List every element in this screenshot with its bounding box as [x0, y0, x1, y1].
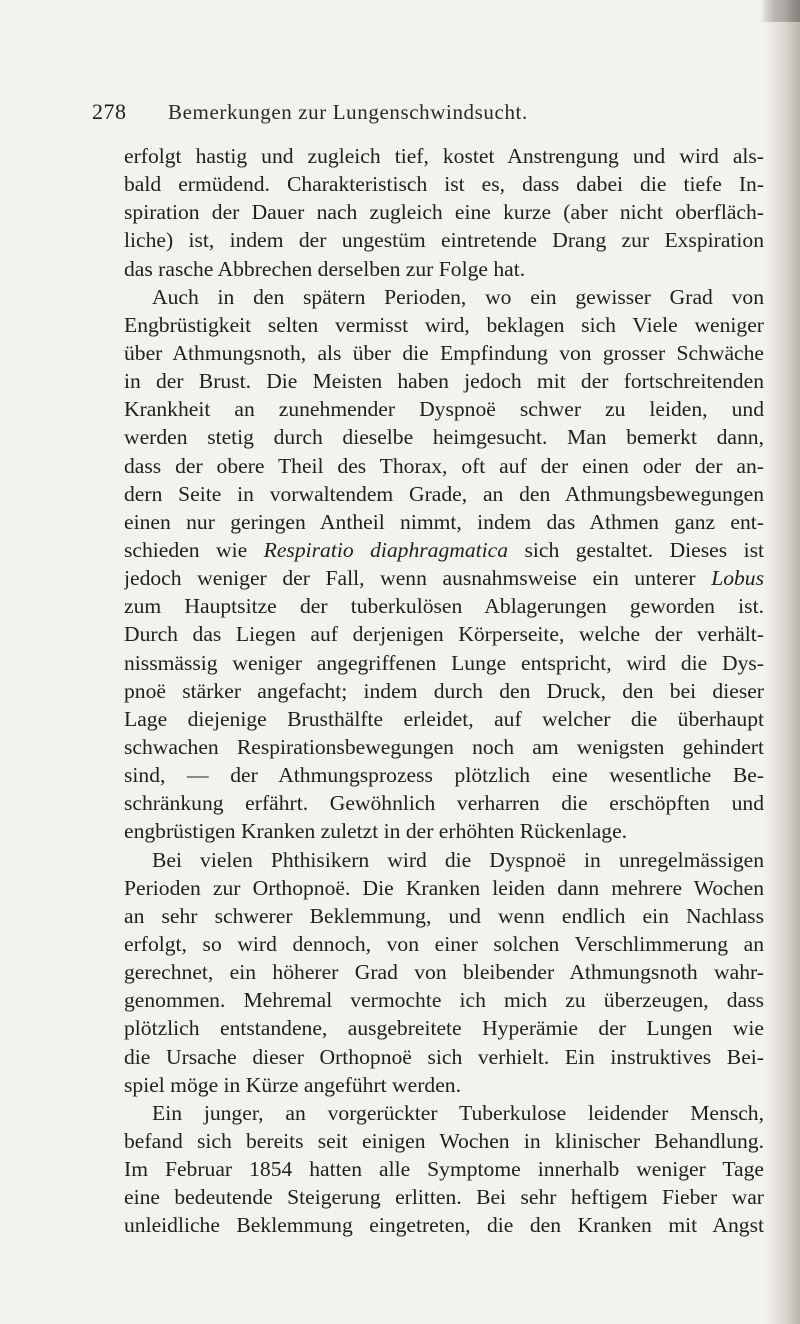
text-run: erfolgt, so wird dennoch, von einer solchen Verschlimmerung an: [124, 931, 764, 956]
text-line: [124, 508, 764, 536]
text-line: [124, 170, 764, 198]
text-line: [124, 1071, 764, 1099]
text-line: [124, 902, 764, 930]
text-line: [124, 536, 764, 564]
text-line: [124, 226, 764, 254]
text-line: [124, 677, 764, 705]
text-line: [124, 1127, 764, 1155]
text-run: Im Februar 1854 hatten alle Symptome innerhalb weniger Tage: [124, 1157, 764, 1182]
text-line: [124, 452, 764, 480]
text-run: Engbrüstigkeit selten vermisst wird, beklagen sich Viele weniger: [124, 312, 764, 337]
text-line: [124, 367, 764, 395]
text-run: das rasche Abbrechen derselben zur Folge hat.: [124, 256, 526, 281]
text-line: [124, 1155, 764, 1183]
text-line: [124, 649, 764, 677]
text-line: [124, 789, 764, 817]
text-run: genommen. Mehremal vermochte ich mich zu überzeugen, dass: [124, 988, 764, 1013]
italic-term: Lobus: [711, 566, 764, 591]
text-line: [124, 1183, 764, 1211]
text-run: Durch das Liegen auf derjenigen Körperseite, welche der verhält-: [124, 622, 764, 647]
text-line: [124, 1043, 764, 1071]
text-run: schränkung erfährt. Gewöhnlich verharren die erschöpften und: [124, 791, 764, 816]
page-header: [92, 99, 732, 129]
text-run: spiration der Dauer nach zugleich eine kurze (aber nicht oberfläch-: [124, 200, 764, 225]
text-run: Auch in den spätern Perioden, wo ein gewisser Grad von: [152, 284, 764, 309]
text-line: [124, 311, 764, 339]
text-run: sind, — der Athmungsprozess plötzlich eine wesentliche Be-: [124, 763, 764, 788]
text-run: einen nur geringen Antheil nimmt, indem das Athmen ganz ent-: [124, 509, 764, 534]
text-run: schwachen Respirationsbewegungen noch am wenigsten gehindert: [124, 734, 764, 759]
text-run: an sehr schwerer Beklemmung, und wenn endlich ein Nachlass: [124, 903, 764, 928]
text-run: schieden wie: [124, 537, 264, 562]
text-line: [124, 395, 764, 423]
text-line: [124, 255, 764, 283]
text-line: [124, 564, 764, 592]
text-line: [124, 1014, 764, 1042]
text-line: [124, 874, 764, 902]
text-run: dern Seite in vorwaltendem Grade, an den Athmungsbewegungen: [124, 481, 764, 506]
text-run: spiel möge in Kürze angeführt werden.: [124, 1072, 461, 1097]
body-text: [124, 142, 764, 1239]
text-run: gerechnet, ein höherer Grad von bleibender Athmungsnoth wahr-: [124, 960, 764, 985]
text-line: [124, 1211, 764, 1239]
text-line: [124, 283, 764, 311]
text-run: nissmässig weniger angegriffenen Lunge entspricht, wird die Dys-: [124, 650, 764, 675]
text-run: unleidliche Beklemmung eingetreten, die den Kranken mit Angst: [124, 1213, 764, 1238]
text-line: [124, 1099, 764, 1127]
text-line: [124, 958, 764, 986]
text-line: [124, 817, 764, 845]
text-run: jedoch weniger der Fall, wenn ausnahmsweise ein unterer: [124, 566, 712, 591]
text-run: Krankheit an zunehmender Dyspnoë schwer zu leiden, und: [124, 397, 764, 422]
text-line: [124, 142, 764, 170]
text-run: bald ermüdend. Charakteristisch ist es, dass dabei die tiefe In-: [124, 172, 764, 197]
text-run: in der Brust. Die Meisten haben jedoch mit der fortschreitenden: [124, 369, 764, 394]
italic-term: Respiratio diaphragmatica: [263, 537, 509, 562]
text-run: über Athmungsnoth, als über die Empfindung von grosser Schwäche: [124, 340, 764, 365]
text-run: sich gestaltet. Dieses ist: [508, 537, 764, 562]
text-run: Ein junger, an vorgerückter Tuberkulose leidender Mensch,: [152, 1100, 764, 1125]
text-run: engbrüstigen Kranken zuletzt in der erhöhten Rückenlage.: [124, 819, 628, 844]
text-run: liche) ist, indem der ungestüm eintretende Drang zur Exspiration: [124, 228, 764, 253]
text-run: die Ursache dieser Orthopnoë sich verhielt. Ein instruktives Bei-: [124, 1044, 764, 1069]
text-run: erfolgt hastig und zugleich tief, kostet Anstrengung und wird als-: [124, 144, 764, 168]
text-line: [124, 198, 764, 226]
text-line: [124, 423, 764, 451]
text-run: befand sich bereits seit einigen Wochen in klinischer Behandlung.: [124, 1128, 764, 1153]
text-line: [124, 620, 764, 648]
text-run: dass der obere Theil des Thorax, oft auf der einen oder der an-: [124, 453, 764, 478]
text-line: [124, 733, 764, 761]
text-line: [124, 761, 764, 789]
text-run: eine bedeutende Steigerung erlitten. Bei sehr heftigem Fieber war: [124, 1185, 764, 1210]
text-line: [124, 846, 764, 874]
text-line: [124, 986, 764, 1014]
text-run: zum Hauptsitze der tuberkulösen Ablagerungen geworden ist.: [124, 594, 764, 619]
text-run: Lage diejenige Brusthälfte erleidet, auf welcher die überhaupt: [124, 706, 764, 731]
text-run: Perioden zur Orthopnoë. Die Kranken leiden dann mehrere Wochen: [124, 875, 764, 900]
page-edge: [764, 0, 800, 1324]
text-run: plötzlich entstandene, ausgebreitete Hyperämie der Lungen wie: [124, 1016, 764, 1041]
running-title: Bemerkungen zur Lungenschwindsucht.: [168, 100, 528, 124]
text-run: werden stetig durch dieselbe heimgesucht. Man bemerkt dann,: [124, 425, 764, 450]
text-line: [124, 592, 764, 620]
text-line: [124, 480, 764, 508]
text-run: pnoë stärker angefacht; indem durch den Druck, den bei dieser: [124, 678, 764, 703]
page-number: 278: [92, 99, 127, 124]
text-line: [124, 705, 764, 733]
text-line: [124, 930, 764, 958]
text-line: [124, 339, 764, 367]
text-run: Bei vielen Phthisikern wird die Dyspnoë in unregelmässigen: [152, 847, 764, 872]
